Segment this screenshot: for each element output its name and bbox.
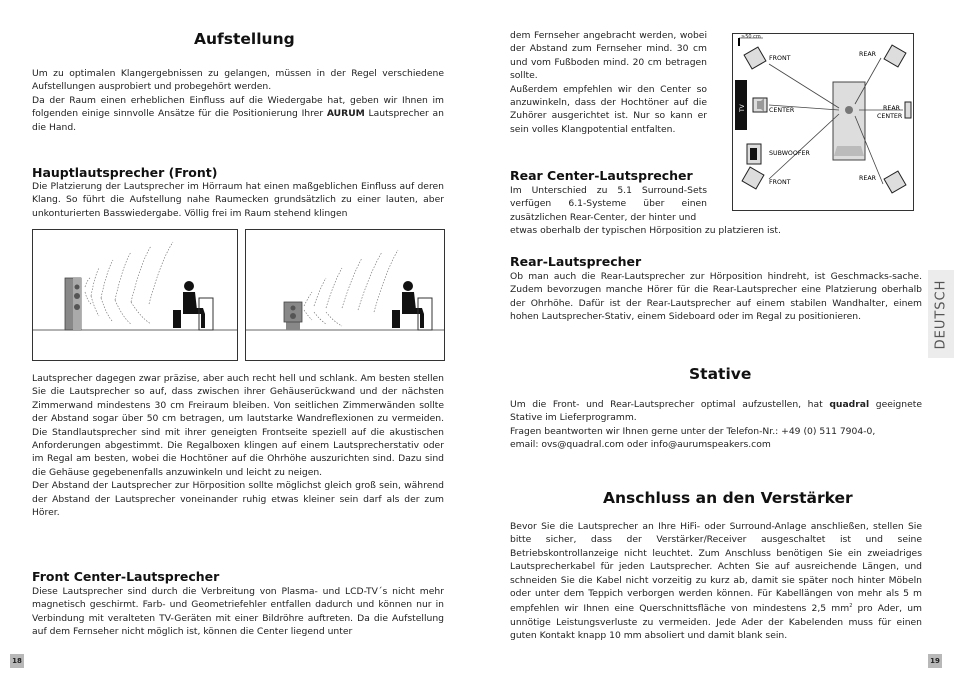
label-subwoofer: SUBWOOFER (769, 150, 810, 157)
shelf-speaker-illustration (246, 230, 444, 360)
label-front-left: FRONT (769, 55, 791, 62)
heading-rear-center: Rear Center-Lautsprecher (510, 168, 693, 183)
distance-label: ≥50 cm (741, 34, 761, 40)
center-continued-text-1: dem Fernseher angebracht werden, wobei der Abstand zum Fernseher mind. 30 cm und vom Fußboden mind. 20 cm betragen sollte. (510, 30, 707, 82)
label-rear-top: REAR (859, 51, 877, 58)
label-front-bottom: FRONT (769, 179, 791, 186)
center-continued-text-2: Außerdem empfehlen wir den Center so anzuwinkeln, dass der Hochtöner auf die Zuhörer ausgerichtet ist. Nur so kann er sein volles Klangpotential entfalten. (510, 83, 707, 135)
rear-center-paragraph: Im Unterschied zu 5.1 Surround-Sets verfügen 6.1-Systeme über einen zusätzlichen Rear-Center, der hinter und (510, 185, 707, 223)
heading-stative: Stative (689, 365, 752, 383)
intro-text-2a: Da der Raum einen erheblichen Einfluss auf die Wiedergabe hat, geben wir Ihnen im folgenden einige sinnvolle Ansätze für die Positionierung Ihrer (32, 94, 444, 120)
label-rear-center-1: REAR (883, 105, 901, 112)
page-number-right: 19 (928, 654, 942, 668)
page-number-left: 18 (10, 654, 24, 668)
intro-paragraph (32, 67, 444, 134)
placement-paragraph (32, 372, 444, 519)
label-center: CENTER (769, 107, 795, 114)
heading-front-center: Front Center-Lautsprecher (32, 569, 220, 584)
intro-text-2b: Lautsprecher an die Hand. (32, 108, 444, 133)
stative-email: email: ovs@quadral.com oder info@aurumspeakers.com (510, 439, 771, 451)
brand-quadral: quadral (829, 399, 870, 410)
tv-label: TV (739, 104, 746, 112)
heading-hauptlautsprecher: Hauptlautsprecher (Front) (32, 165, 218, 180)
amplifier-paragraph (510, 520, 922, 643)
heading-rear: Rear-Lautsprecher (510, 254, 642, 269)
rear-paragraph: Ob man auch die Rear-Lautsprecher zur Hörposition hindreht, ist Geschmacks-sache. Zudem bevorzugen manche Hörer für die Rear-Lautsprecher eine Platzierung oberhalb der Ohrhöhe. Dafür ist der Rear-Lautsprecher auf einem stabilen Wandhalter, einem hohen Lautsprecher-Stativ, einem Sideboard oder im Regal zu positionieren. (510, 271, 922, 323)
amplifier-text-b: pro Ader, um unnötige Leistungsverluste zu vermeiden. Jede Ader der Kabelenden muss für einen guten Kontakt knapp 10 mm absoliert und damit blank sein. (510, 603, 923, 642)
front-paragraph: Die Platzierung der Lautsprecher im Hörraum hat einen maßgeblichen Einfluss auf deren Klang. So führt die Aufstellung nahe Raumecken grundsätzlich zu einer lauten, aber unkonturierten Basswiedergabe. Völlig frei im Raum stehend klingen (32, 181, 444, 219)
figure-floor-speaker (32, 229, 238, 361)
front-center-paragraph: Diese Lautsprecher sind durch die Verbreitung von Plasma- und LCD-TV´s nicht mehr magnetisch geschirmt. Farb- und Geometriefehler entfallen dadurch und können nur in Verbindung mit veralteten TV-Geräten mit einer Bildröhre auftreten. Da die Aufstellung auf dem Fernseher nicht möglich ist, können die Center liegend unter (32, 586, 444, 638)
stative-text-1a: Um die Front- und Rear-Lautsprecher optimal aufzustellen, hat (510, 399, 830, 410)
brand-aurum: AURUM (326, 108, 365, 120)
page-title-aufstellung: Aufstellung (194, 30, 295, 48)
heading-verstaerker: Anschluss an den Verstärker (603, 489, 853, 507)
amplifier-text-a: Bevor Sie die Lautsprecher an Ihre HiFi- oder Surround-Anlage anschließen, stellen Sie bitte sicher, dass der Verstärker/Receiver ausgeschaltet ist und seine Betriebskontrollanzeige nicht leuchtet. Zum Anschluss benötigen Sie ein zweiadriges Lautsprecherkabel für jeden Lautsprecher. Achten Sie auf ausreichende Längen, und schneiden Sie die Kabel nicht vorzeitig zu kurz ab, damit sie später noch hinter Möbeln oder unter dem Teppich verborgen werden können. Für Kabellängen von mehr als 5 m empfehlen wir Ihnen eine Querschnittsfläche von mindestens 2,5 mm (510, 521, 922, 615)
placement-text-2: Der Abstand der Lautsprecher zur Hörposition sollte möglichst gleich groß sein, während der Abstand der Lautsprecher voneinander ruhig etwas kleiner sein darf als der zum Hörer. (32, 480, 444, 519)
language-tab (928, 270, 954, 358)
center-continued-paragraph (510, 29, 707, 136)
amplifier-superscript: 2 (849, 603, 853, 610)
label-rear-bottom: REAR (859, 175, 877, 182)
label-rear-center-2: CENTER (877, 113, 903, 120)
intro-text-1: Um zu optimalen Klangergebnissen zu gelangen, müssen in der Regel verschiedene Aufstellungen ausprobiert und probegehört werden. (32, 68, 444, 93)
language-tab-label: DEUTSCH (933, 279, 949, 349)
stative-paragraph (510, 398, 922, 452)
rear-center-paragraph-end: etwas oberhalb der typischen Hörposition zu platzieren ist. (510, 225, 781, 236)
floor-speaker-illustration (33, 230, 237, 360)
stative-phone: Fragen beantworten wir Ihnen gerne unter der Telefon-Nr.: +49 (0) 511 7904-0, (510, 425, 876, 437)
surround-layout-diagram (732, 33, 914, 211)
surround-diagram-svg (733, 34, 913, 210)
placement-text-1: Lautsprecher dagegen zwar präzise, aber auch recht hell und schlank. Am besten stellen Sie die Lautsprecher so auf, dass zwischen ihrer Gehäuserückwand und der nächsten Zimmerwand mindestens 30 cm Freiraum bleiben. Von seitlichen Zimmerwänden sollte der Abstand sogar über 50 cm betragen, um lautstarke Wandreflexionen zu vermeiden. Die Standlautsprecher sind mit ihrer geneigten Frontseite speziell auf die akustischen Anforderungen abgestimmt. Die Regalboxen klingen auf einem Lautsprecherstativ oder im Regal am besten, wobei die Hochtöner auf die Ohrhöhe auszurichten sind. Dazu sind die Gehäuse gegebenenfalls anzuwinkeln und leicht zu neigen. (32, 373, 444, 478)
stative-text-1b: geeignete Stative im Lieferprogramm. (510, 399, 922, 424)
figure-shelf-speaker (245, 229, 445, 361)
